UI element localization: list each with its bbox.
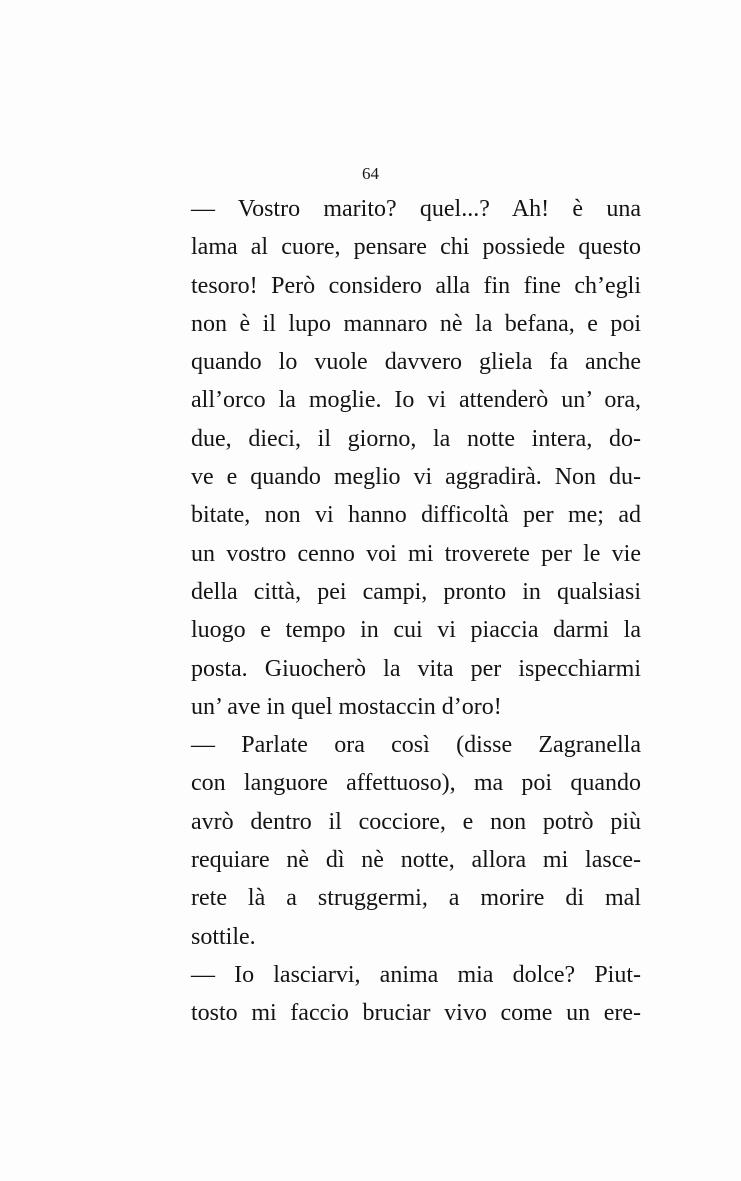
text-line: ve e quando meglio vi aggradirà. Non du- [191,464,641,491]
text-line: rete là a struggermi, a morire di mal [191,885,641,912]
text-line: — Io lasciarvi, anima mia dolce? Piut- [191,961,641,988]
text-line: avrò dentro il cocciore, e non potrò più [191,808,641,835]
body-text [191,190,641,1033]
text-line: sottile. [191,923,256,950]
text-line: — Vostro marito? quel...? Ah! è una [191,196,641,222]
text-line: della città, pei campi, pronto in qualsiasi [191,578,641,605]
text-line: tesoro! Però considero alla fin fine ch’egli [191,272,641,299]
text-line: luogo e tempo in cui vi piaccia darmi la [191,617,641,644]
text-line: un’ ave in quel mostaccin d’oro! [191,693,502,720]
text-line: all’orco la moglie. Io vi attenderò un’ ora, [191,387,641,414]
text-line: non è il lupo mannaro nè la befana, e poi [191,310,641,337]
text-line: bitate, non vi hanno difficoltà per me; ad [191,502,641,529]
text-line: tosto mi faccio bruciar vivo come un ere- [191,1000,641,1027]
page-number: 64 [362,164,379,183]
text-line: quando lo vuole davvero gliela fa anche [191,349,641,376]
text-line: lama al cuore, pensare chi possiede questo [191,234,641,261]
text-line: posta. Giuocherò la vita per ispecchiarmi [191,655,641,682]
text-line: un vostro cenno voi mi troverete per le vie [191,540,641,567]
text-line: due, dieci, il giorno, la notte intera, do- [191,425,641,452]
text-line: con languore affettuoso), ma poi quando [191,770,641,797]
text-line: — Parlate ora così (disse Zagranella [191,732,641,759]
text-line: requiare nè dì nè notte, allora mi lasce- [191,847,641,874]
